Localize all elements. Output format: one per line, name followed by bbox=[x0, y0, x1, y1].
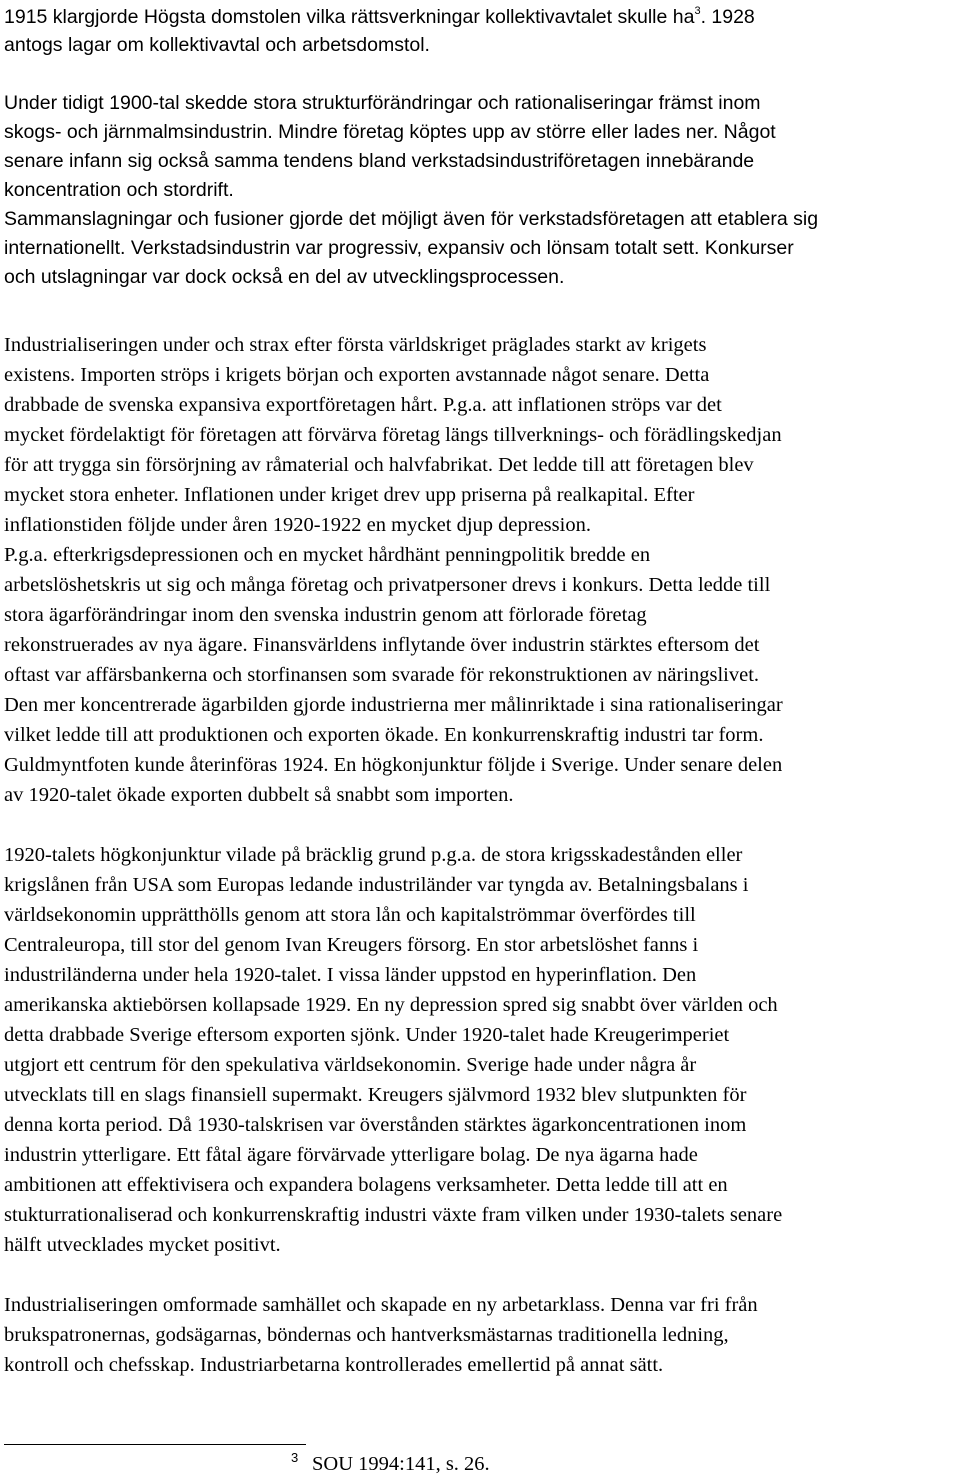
text-line: Under tidigt 1900-tal skedde stora strukturförändringar och rationaliseringar främst inom bbox=[4, 92, 761, 114]
text-line: och utslagningar var dock också en del av utvecklingsprocessen. bbox=[4, 266, 565, 288]
text-line: koncentration och stordrift. bbox=[4, 179, 234, 201]
text-line: drabbade de svenska expansiva exportföretagen hårt. P.g.a. att inflationen ströps var det bbox=[4, 394, 722, 416]
text-line: oftast var affärsbankerna och storfinansen som svarade för rekonstruktionen av näringslivet. bbox=[4, 664, 760, 686]
text-line: skogs- och järnmalmsindustrin. Mindre företag köptes upp av större eller lades ner. Något bbox=[4, 121, 776, 143]
text-line: krigslånen från USA som Europas ledande industriländer var tyngda av. Betalningsbalans i bbox=[4, 874, 749, 896]
text-line: för att trygga sin försörjning av råmaterial och halvfabrikat. Det ledde till att företagen blev bbox=[4, 454, 754, 476]
footnote-mark: 3 bbox=[291, 1450, 299, 1465]
text-line: 1920-talets högkonjunktur vilade på bräcklig grund p.g.a. de stora krigsskadestånden eller bbox=[4, 844, 743, 866]
text-line: brukspatronernas, godsägarnas, böndernas och hantverksmästarnas traditionella ledning, bbox=[4, 1324, 729, 1346]
text-line: P.g.a. efterkrigsdepressionen och en mycket hårdhänt penningpolitik bredde en bbox=[4, 544, 651, 566]
text-line: denna korta period. Då 1930-talskrisen var överstånden stärktes ägarkoncentrationen inom bbox=[4, 1114, 747, 1136]
text-line: stora ägarförändringar inom den svenska industrin genom att förlorade företag bbox=[4, 604, 647, 626]
text-line: Guldmyntfoten kunde återinföras 1924. En högkonjunktur följde i Sverige. Under senare delen bbox=[4, 754, 783, 776]
text-line: hälft utvecklades mycket positivt. bbox=[4, 1234, 281, 1256]
text-line: utgjort ett centrum för den spekulativa världsekonomin. Sverige hade under några år bbox=[4, 1054, 697, 1076]
text-line: senare infann sig också samma tendens bland verkstadsindustriföretagen innebärande bbox=[4, 150, 755, 172]
text-line: internationellt. Verkstadsindustrin var progressiv, expansiv och lönsam totalt sett. Konkurser bbox=[4, 237, 794, 259]
text-line: mycket fördelaktigt för företagen att förvärva företag längs tillverknings- och förädlingskedjan bbox=[4, 424, 782, 446]
text-line: detta drabbade Sverige eftersom exporten sjönk. Under 1920-talet hade Kreugerimperiet bbox=[4, 1024, 730, 1046]
text-line: rekonstruerades av nya ägare. Finansvärldens inflytande över industrin stärktes eftersom det bbox=[4, 634, 760, 656]
footnote-text: SOU 1994:141, s. 26. bbox=[312, 1453, 490, 1475]
text-line: världsekonomin upprätthölls genom att stora lån och kapitalströmmar överfördes till bbox=[4, 904, 696, 926]
text-line: ambitionen att effektivisera och expandera bolagens verksamheter. Detta ledde till att en bbox=[4, 1174, 728, 1196]
text-line: industriländerna under hela 1920-talet. I vissa länder uppstod en hyperinflation. Den bbox=[4, 964, 697, 986]
text-line: utvecklats till en slags finansiell supermakt. Kreugers självmord 1932 blev slutpunkten för bbox=[4, 1084, 747, 1106]
text-line: av 1920-talet ökade exporten dubbelt så snabbt som importen. bbox=[4, 784, 514, 806]
text-line: stukturrationaliserad och konkurrenskraftig industri växte fram vilken under 1930-talets senare bbox=[4, 1204, 783, 1226]
text-line: Sammanslagningar och fusioner gjorde det möjligt även för verkstadsföretagen att etablera sig bbox=[4, 208, 819, 230]
text-line: Den mer koncentrerade ägarbilden gjorde industrierna mer målinriktade i sina rationaliseringar bbox=[4, 694, 783, 716]
text-line: Industrialiseringen under och strax efter första världskriget präglades starkt av krigets bbox=[4, 334, 707, 356]
text-line: inflationstiden följde under åren 1920-1922 en mycket djup depression. bbox=[4, 514, 591, 536]
text-line: Centraleuropa, till stor del genom Ivan Kreugers försorg. En stor arbetslöshet fanns i bbox=[4, 934, 699, 956]
text-line: Industrialiseringen omformade samhället och skapade en ny arbetarklass. Denna var fri från bbox=[4, 1294, 758, 1316]
text-line: kontroll och chefsskap. Industriarbetarna kontrollerades emellertid på annat sätt. bbox=[4, 1354, 664, 1376]
text-line: vilket ledde till att produktionen och exporten ökade. En konkurrenskraftig industri tar form. bbox=[4, 724, 764, 746]
footnote-reference: 3 bbox=[694, 5, 701, 17]
text-line: existens. Importen ströps i krigets början och exporten avstannade något senare. Detta bbox=[4, 364, 710, 386]
text-line: antogs lagar om kollektivavtal och arbetsdomstol. bbox=[4, 34, 430, 56]
footnote-separator bbox=[4, 1444, 306, 1445]
text-line: industrin ytterligare. Ett fåtal ägare förvärvade ytterligare bolag. De nya ägarna hade bbox=[4, 1144, 698, 1166]
text-line: amerikanska aktiebörsen kollapsade 1929. En ny depression spred sig snabbt över världen och bbox=[4, 994, 778, 1016]
text-line: mycket stora enheter. Inflationen under kriget drev upp priserna på realkapital. Efter bbox=[4, 484, 695, 506]
text-line: arbetslöshetskris ut sig och många företag och privatpersoner drevs i konkurs. Detta ledde till bbox=[4, 574, 771, 596]
text-line: 1915 klargjorde Högsta domstolen vilka rättsverkningar kollektivavtalet skulle $ha^3$. 1928 bbox=[4, 5, 755, 28]
